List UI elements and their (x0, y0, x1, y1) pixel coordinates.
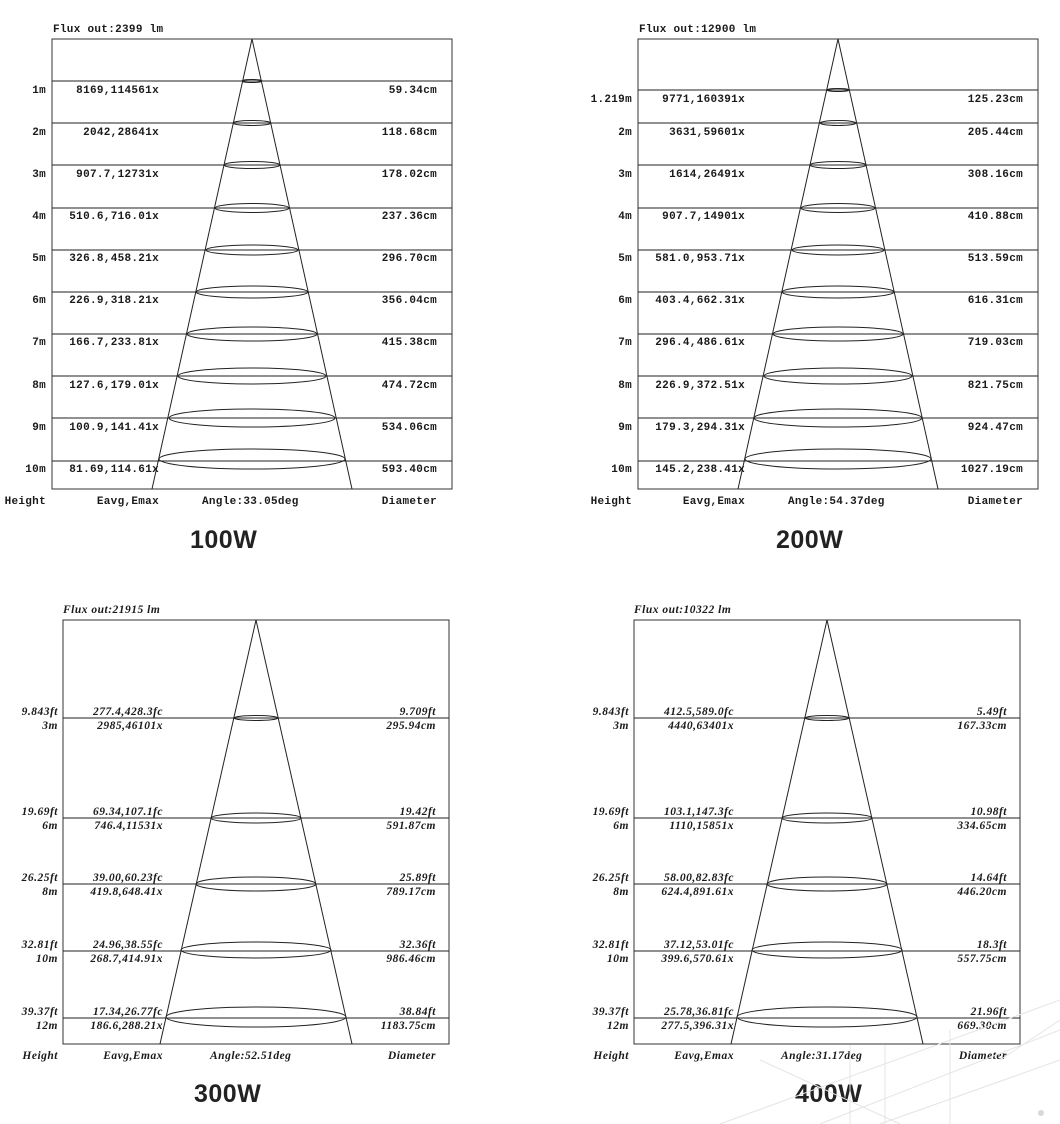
beam-cone-diagram (571, 580, 1060, 1124)
diameter-header: Diameter (967, 496, 1023, 508)
diameter-header: Diameter (381, 496, 437, 508)
diameter-value: 415.38cm (381, 337, 437, 349)
illuminance-value: 145.2,238.41x (655, 464, 745, 476)
height-header: Height (4, 496, 46, 508)
illuminance-value: 179.3,294.31x (655, 422, 745, 434)
eavg-header: Eavg,Emax (682, 496, 745, 508)
illuminance-value: 226.9,318.21x (69, 295, 159, 307)
illuminance-value: 226.9,372.51x (655, 380, 745, 392)
illuminance-lx-value: 1110,15851x (669, 820, 734, 832)
diameter-cm-value: 789.17cm (386, 886, 436, 898)
illuminance-lx-value: 746.4,11531x (94, 820, 163, 832)
illuminance-lx-value: 419.8,648.41x (90, 886, 163, 898)
illuminance-lx-value: 399.6,570.61x (661, 953, 734, 965)
illuminance-value: 166.7,233.81x (69, 337, 159, 349)
diameter-ft-value: 25.89ft (399, 872, 436, 884)
height-value: 8m (32, 380, 46, 392)
height-value: 8m (618, 380, 632, 392)
diameter-cm-value: 986.46cm (386, 953, 436, 965)
illuminance-fc-value: 25.78,36.81fc (663, 1006, 734, 1018)
illuminance-value: 2042,28641x (83, 127, 159, 139)
beam-cone-diagram (0, 0, 530, 560)
height-m-value: 10m (607, 953, 629, 965)
height-value: 1m (32, 85, 46, 97)
height-value: 3m (32, 169, 46, 181)
wattage-title: 100W (190, 526, 258, 554)
height-header: Height (22, 1050, 58, 1062)
height-ft-value: 9.843ft (21, 706, 58, 718)
diameter-header: Diameter (387, 1050, 436, 1062)
height-ft-value: 39.37ft (592, 1006, 629, 1018)
height-ft-value: 9.843ft (592, 706, 629, 718)
diameter-ft-value: 19.42ft (399, 806, 436, 818)
flux-label: Flux out:12900 lm (639, 24, 757, 36)
diameter-cm-value: 669.30cm (957, 1020, 1007, 1032)
beam-cone-diagram (586, 0, 1060, 560)
beam-chart-400w (571, 580, 1060, 1124)
diameter-value: 924.47cm (967, 422, 1023, 434)
diameter-value: 821.75cm (967, 380, 1023, 392)
illuminance-value: 8169,114561x (76, 85, 159, 97)
diameter-ft-value: 18.3ft (976, 939, 1007, 951)
illuminance-lx-value: 186.6,288.21x (90, 1020, 163, 1032)
diameter-value: 205.44cm (967, 127, 1023, 139)
illuminance-lx-value: 268.7,414.91x (90, 953, 163, 965)
illuminance-lx-value: 277.5,396.31x (661, 1020, 734, 1032)
diameter-cm-value: 334.65cm (957, 820, 1007, 832)
diameter-cm-value: 167.33cm (957, 720, 1007, 732)
height-ft-value: 32.81ft (21, 939, 58, 951)
diameter-cm-value: 446.20cm (957, 886, 1007, 898)
height-m-value: 3m (613, 720, 629, 732)
height-m-value: 8m (42, 886, 58, 898)
illuminance-fc-value: 17.34,26.77fc (92, 1006, 163, 1018)
diameter-value: 534.06cm (381, 422, 437, 434)
height-value: 9m (618, 422, 632, 434)
illuminance-value: 296.4,486.61x (655, 337, 745, 349)
flux-label: Flux out:10322 lm (634, 604, 732, 616)
diameter-ft-value: 38.84ft (399, 1006, 436, 1018)
diameter-ft-value: 9.709ft (399, 706, 436, 718)
illuminance-value: 127.6,179.01x (69, 380, 159, 392)
beam-cone-diagram (0, 580, 530, 1124)
eavg-header: Eavg,Emax (103, 1050, 163, 1062)
diameter-cm-value: 557.75cm (957, 953, 1007, 965)
height-m-value: 3m (42, 720, 58, 732)
diameter-header: Diameter (958, 1050, 1007, 1062)
height-ft-value: 19.69ft (21, 806, 58, 818)
illuminance-fc-value: 103.1,147.3fc (663, 806, 734, 818)
angle-label: Angle:33.05deg (202, 496, 299, 508)
illuminance-fc-value: 39.00,60.23fc (92, 872, 163, 884)
illuminance-value: 581.0,953.71x (655, 253, 745, 265)
diameter-value: 308.16cm (967, 169, 1023, 181)
flux-label: Flux out:21915 lm (63, 604, 161, 616)
illuminance-fc-value: 69.34,107.1fc (92, 806, 163, 818)
height-header: Height (590, 496, 632, 508)
illuminance-value: 9771,160391x (662, 94, 745, 106)
diameter-value: 1027.19cm (960, 464, 1023, 476)
diameter-value: 237.36cm (381, 211, 437, 223)
height-ft-value: 26.25ft (592, 872, 629, 884)
flux-label: Flux out:2399 lm (53, 24, 164, 36)
diameter-ft-value: 5.49ft (976, 706, 1007, 718)
height-ft-value: 39.37ft (21, 1006, 58, 1018)
wattage-title: 400W (795, 1080, 863, 1108)
illuminance-fc-value: 58.00,82.83fc (663, 872, 734, 884)
height-value: 3m (618, 169, 632, 181)
diameter-ft-value: 10.98ft (970, 806, 1007, 818)
height-value: 4m (618, 211, 632, 223)
illuminance-fc-value: 277.4,428.3fc (92, 706, 163, 718)
beam-chart-200w (586, 0, 1060, 560)
height-m-value: 10m (36, 953, 58, 965)
illuminance-value: 403.4,662.31x (655, 295, 745, 307)
eavg-header: Eavg,Emax (674, 1050, 734, 1062)
illuminance-lx-value: 624.4,891.61x (661, 886, 734, 898)
angle-label: Angle:54.37deg (788, 496, 885, 508)
height-value: 4m (32, 211, 46, 223)
height-value: 5m (618, 253, 632, 265)
diameter-value: 118.68cm (381, 127, 437, 139)
diameter-ft-value: 21.96ft (970, 1006, 1007, 1018)
height-value: 6m (32, 295, 46, 307)
illuminance-fc-value: 24.96,38.55fc (92, 939, 163, 951)
diameter-ft-value: 32.36ft (399, 939, 436, 951)
diameter-value: 125.23cm (967, 94, 1023, 106)
diameter-ft-value: 14.64ft (970, 872, 1007, 884)
illuminance-value: 907.7,14901x (662, 211, 745, 223)
height-value: 5m (32, 253, 46, 265)
diameter-value: 410.88cm (967, 211, 1023, 223)
diameter-value: 719.03cm (967, 337, 1023, 349)
height-value: 10m (25, 464, 46, 476)
height-value: 2m (618, 127, 632, 139)
diameter-value: 178.02cm (381, 169, 437, 181)
diameter-cm-value: 295.94cm (386, 720, 436, 732)
illuminance-value: 510.6,716.01x (69, 211, 159, 223)
angle-label: Angle:52.51deg (210, 1050, 292, 1062)
diameter-value: 296.70cm (381, 253, 437, 265)
height-value: 1.219m (590, 94, 632, 106)
illuminance-fc-value: 37.12,53.01fc (663, 939, 734, 951)
diameter-value: 356.04cm (381, 295, 437, 307)
diameter-cm-value: 1183.75cm (380, 1020, 436, 1032)
eavg-header: Eavg,Emax (96, 496, 159, 508)
height-m-value: 8m (613, 886, 629, 898)
illuminance-lx-value: 4440,63401x (668, 720, 734, 732)
height-m-value: 6m (613, 820, 629, 832)
height-value: 10m (611, 464, 632, 476)
height-m-value: 12m (607, 1020, 629, 1032)
diameter-value: 474.72cm (381, 380, 437, 392)
illuminance-value: 1614,26491x (669, 169, 745, 181)
illuminance-lx-value: 2985,46101x (97, 720, 163, 732)
beam-chart-100w (0, 0, 530, 560)
height-m-value: 6m (42, 820, 58, 832)
height-value: 7m (618, 337, 632, 349)
diameter-value: 593.40cm (381, 464, 437, 476)
height-value: 9m (32, 422, 46, 434)
wattage-title: 300W (194, 1080, 262, 1108)
diameter-value: 616.31cm (967, 295, 1023, 307)
beam-chart-300w (0, 580, 530, 1124)
height-m-value: 12m (36, 1020, 58, 1032)
height-header: Height (593, 1050, 629, 1062)
diameter-value: 513.59cm (967, 253, 1023, 265)
height-value: 6m (618, 295, 632, 307)
diameter-value: 59.34cm (388, 85, 437, 97)
wattage-title: 200W (776, 526, 844, 554)
illuminance-value: 326.8,458.21x (69, 253, 159, 265)
angle-label: Angle:31.17deg (781, 1050, 863, 1062)
illuminance-value: 100.9,141.41x (69, 422, 159, 434)
height-ft-value: 26.25ft (21, 872, 58, 884)
height-value: 7m (32, 337, 46, 349)
height-value: 2m (32, 127, 46, 139)
illuminance-value: 907.7,12731x (76, 169, 159, 181)
height-ft-value: 32.81ft (592, 939, 629, 951)
illuminance-value: 81.69,114.61x (69, 464, 159, 476)
illuminance-value: 3631,59601x (669, 127, 745, 139)
illuminance-fc-value: 412.5,589.0fc (663, 706, 734, 718)
height-ft-value: 19.69ft (592, 806, 629, 818)
diameter-cm-value: 591.87cm (386, 820, 436, 832)
